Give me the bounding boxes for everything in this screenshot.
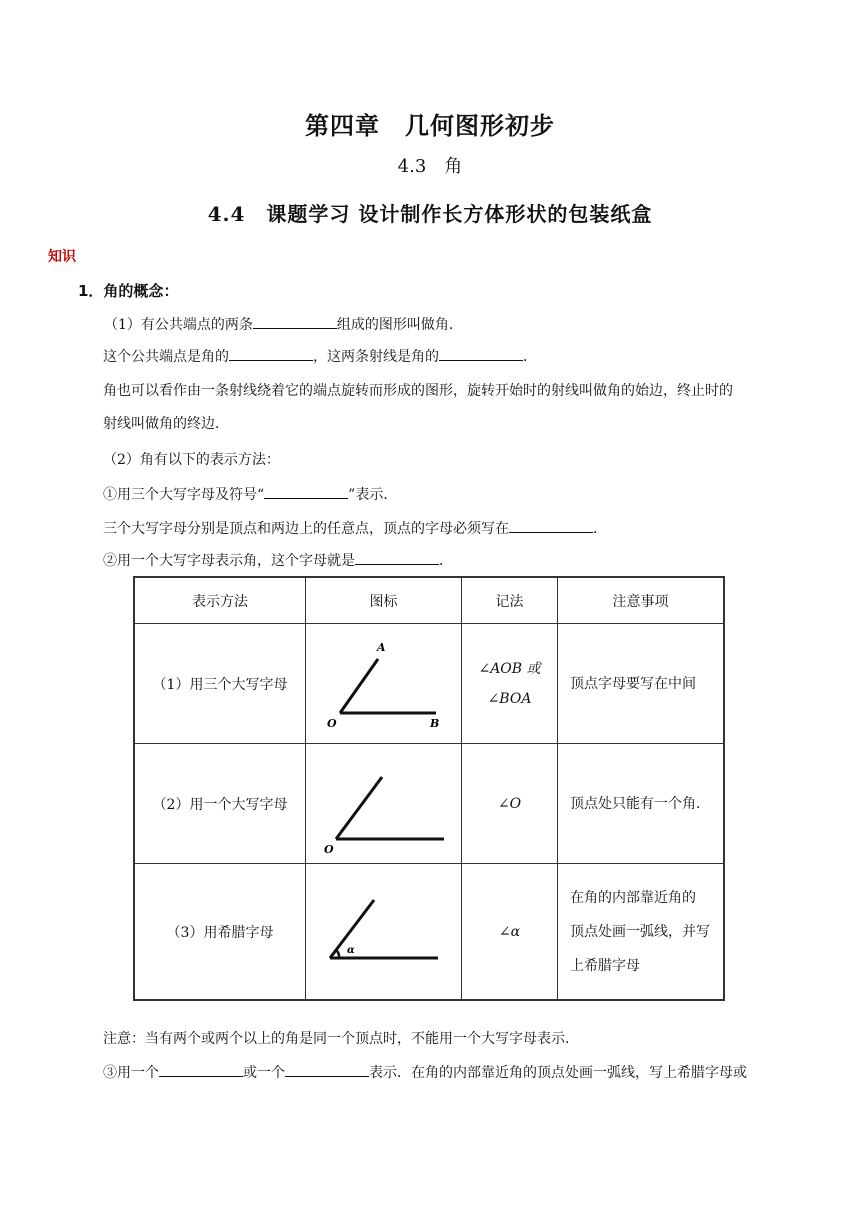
angle-notation-table <box>133 576 725 1001</box>
fill-blank <box>509 518 593 533</box>
ray-upper <box>336 777 382 839</box>
table-header-cell: 图标 <box>306 577 462 624</box>
fill-blank <box>264 484 348 499</box>
notation-text: ∠α <box>498 923 521 940</box>
text-segment: 组成的图形叫做角． <box>336 317 463 333</box>
section-4-4-title: 4.4 课题学习 设计制作长方体形状的包装纸盒 <box>207 202 653 226</box>
table-header-cell: 注意事项 <box>558 577 725 624</box>
fill-blank <box>439 346 523 361</box>
text-segment: ． <box>439 553 453 569</box>
label-alpha: α <box>347 944 355 956</box>
diagram-cell <box>306 624 462 744</box>
fill-blank <box>285 1062 369 1077</box>
text-segment: ”表示． <box>348 487 398 503</box>
text-segment: ①用三个大写字母及符号“ <box>103 487 265 503</box>
diagram-cell <box>306 864 462 1001</box>
method-cell: （1）用三个大写字母 <box>134 624 306 744</box>
text-segment: ③用一个 <box>103 1065 159 1081</box>
paragraph-vertex-letter <box>103 518 607 538</box>
notation-cell <box>462 864 558 1001</box>
text-segment: 这个公共端点是角的 <box>103 349 229 365</box>
text-segment: 表示．在角的内部靠近角的顶点处画一弧线，写上希腊字母或 <box>369 1065 747 1081</box>
table-row <box>134 744 724 864</box>
note-text: 上希腊字母 <box>570 957 640 974</box>
paragraph-note: 注意：当有两个或两个以上的角是同一个顶点时，不能用一个大写字母表示． <box>103 1031 579 1047</box>
table-header-cell: 记法 <box>462 577 558 624</box>
method-cell: （3）用希腊字母 <box>134 864 306 1001</box>
note-text: 顶点处画一弧线，并写 <box>570 923 710 940</box>
notation-text: ∠AOB 或 <box>478 660 541 677</box>
text-segment: ②用一个大写字母表示角，这个字母就是 <box>103 553 355 569</box>
label-o: O <box>324 842 334 856</box>
note-text: 在角的内部靠近角的 <box>570 889 696 906</box>
notation-text: ∠O <box>497 795 522 812</box>
table-row <box>134 864 724 1001</box>
text-segment: ． <box>593 521 607 537</box>
note-cell <box>558 864 725 1001</box>
text-segment: （1）有公共端点的两条 <box>104 317 253 333</box>
fill-blank <box>355 550 439 565</box>
paragraph-method-2 <box>103 550 453 570</box>
paragraph-rotation-line1: 角也可以看作由一条射线绕着它的端点旋转而形成的图形，旋转开始时的射线叫做角的始边，终止时的 <box>103 383 733 399</box>
paragraph-rotation-line2: 射线叫做角的终边． <box>103 416 229 432</box>
note-text: 顶点处只能有一个角． <box>570 795 710 812</box>
paragraph-method-1 <box>103 484 397 504</box>
angle-aob-diagram <box>306 627 461 737</box>
ray-oa <box>340 659 378 713</box>
concept-heading: 1．角的概念： <box>78 282 179 300</box>
note-text: 顶点字母要写在中间 <box>570 675 696 692</box>
text-segment: 或一个 <box>243 1065 285 1081</box>
label-a: A <box>377 640 386 654</box>
diagram-cell <box>306 744 462 864</box>
paragraph-vertex-sides <box>103 346 537 366</box>
table-header-cell: 表示方法 <box>134 577 306 624</box>
knowledge-tag: 知识 <box>48 249 76 265</box>
paragraph-rays <box>104 314 463 334</box>
label-b: B <box>430 716 440 730</box>
paragraph-method-3 <box>103 1062 747 1082</box>
angle-alpha-diagram <box>306 870 461 990</box>
method-cell: （2）用一个大写字母 <box>134 744 306 864</box>
angle-o-diagram <box>306 747 461 857</box>
notation-cell <box>462 744 558 864</box>
chapter-title: 第四章 几何图形初步 <box>305 112 555 140</box>
note-cell <box>558 744 725 864</box>
table-row <box>134 624 724 744</box>
fill-blank <box>159 1062 243 1077</box>
label-o: O <box>327 716 337 730</box>
fill-blank <box>229 346 313 361</box>
notation-cell <box>462 624 558 744</box>
note-cell <box>558 624 725 744</box>
section-4-3-title: 4.3 角 <box>397 156 463 177</box>
text-segment: ． <box>523 349 537 365</box>
paragraph-notation-methods: （2）角有以下的表示方法： <box>103 452 280 468</box>
text-segment: ，这两条射线是角的 <box>313 349 439 365</box>
text-segment: 三个大写字母分别是顶点和两边上的任意点，顶点的字母必须写在 <box>103 521 509 537</box>
notation-text: ∠BOA <box>487 690 532 707</box>
table-header-row <box>134 577 724 624</box>
fill-blank <box>253 314 337 329</box>
